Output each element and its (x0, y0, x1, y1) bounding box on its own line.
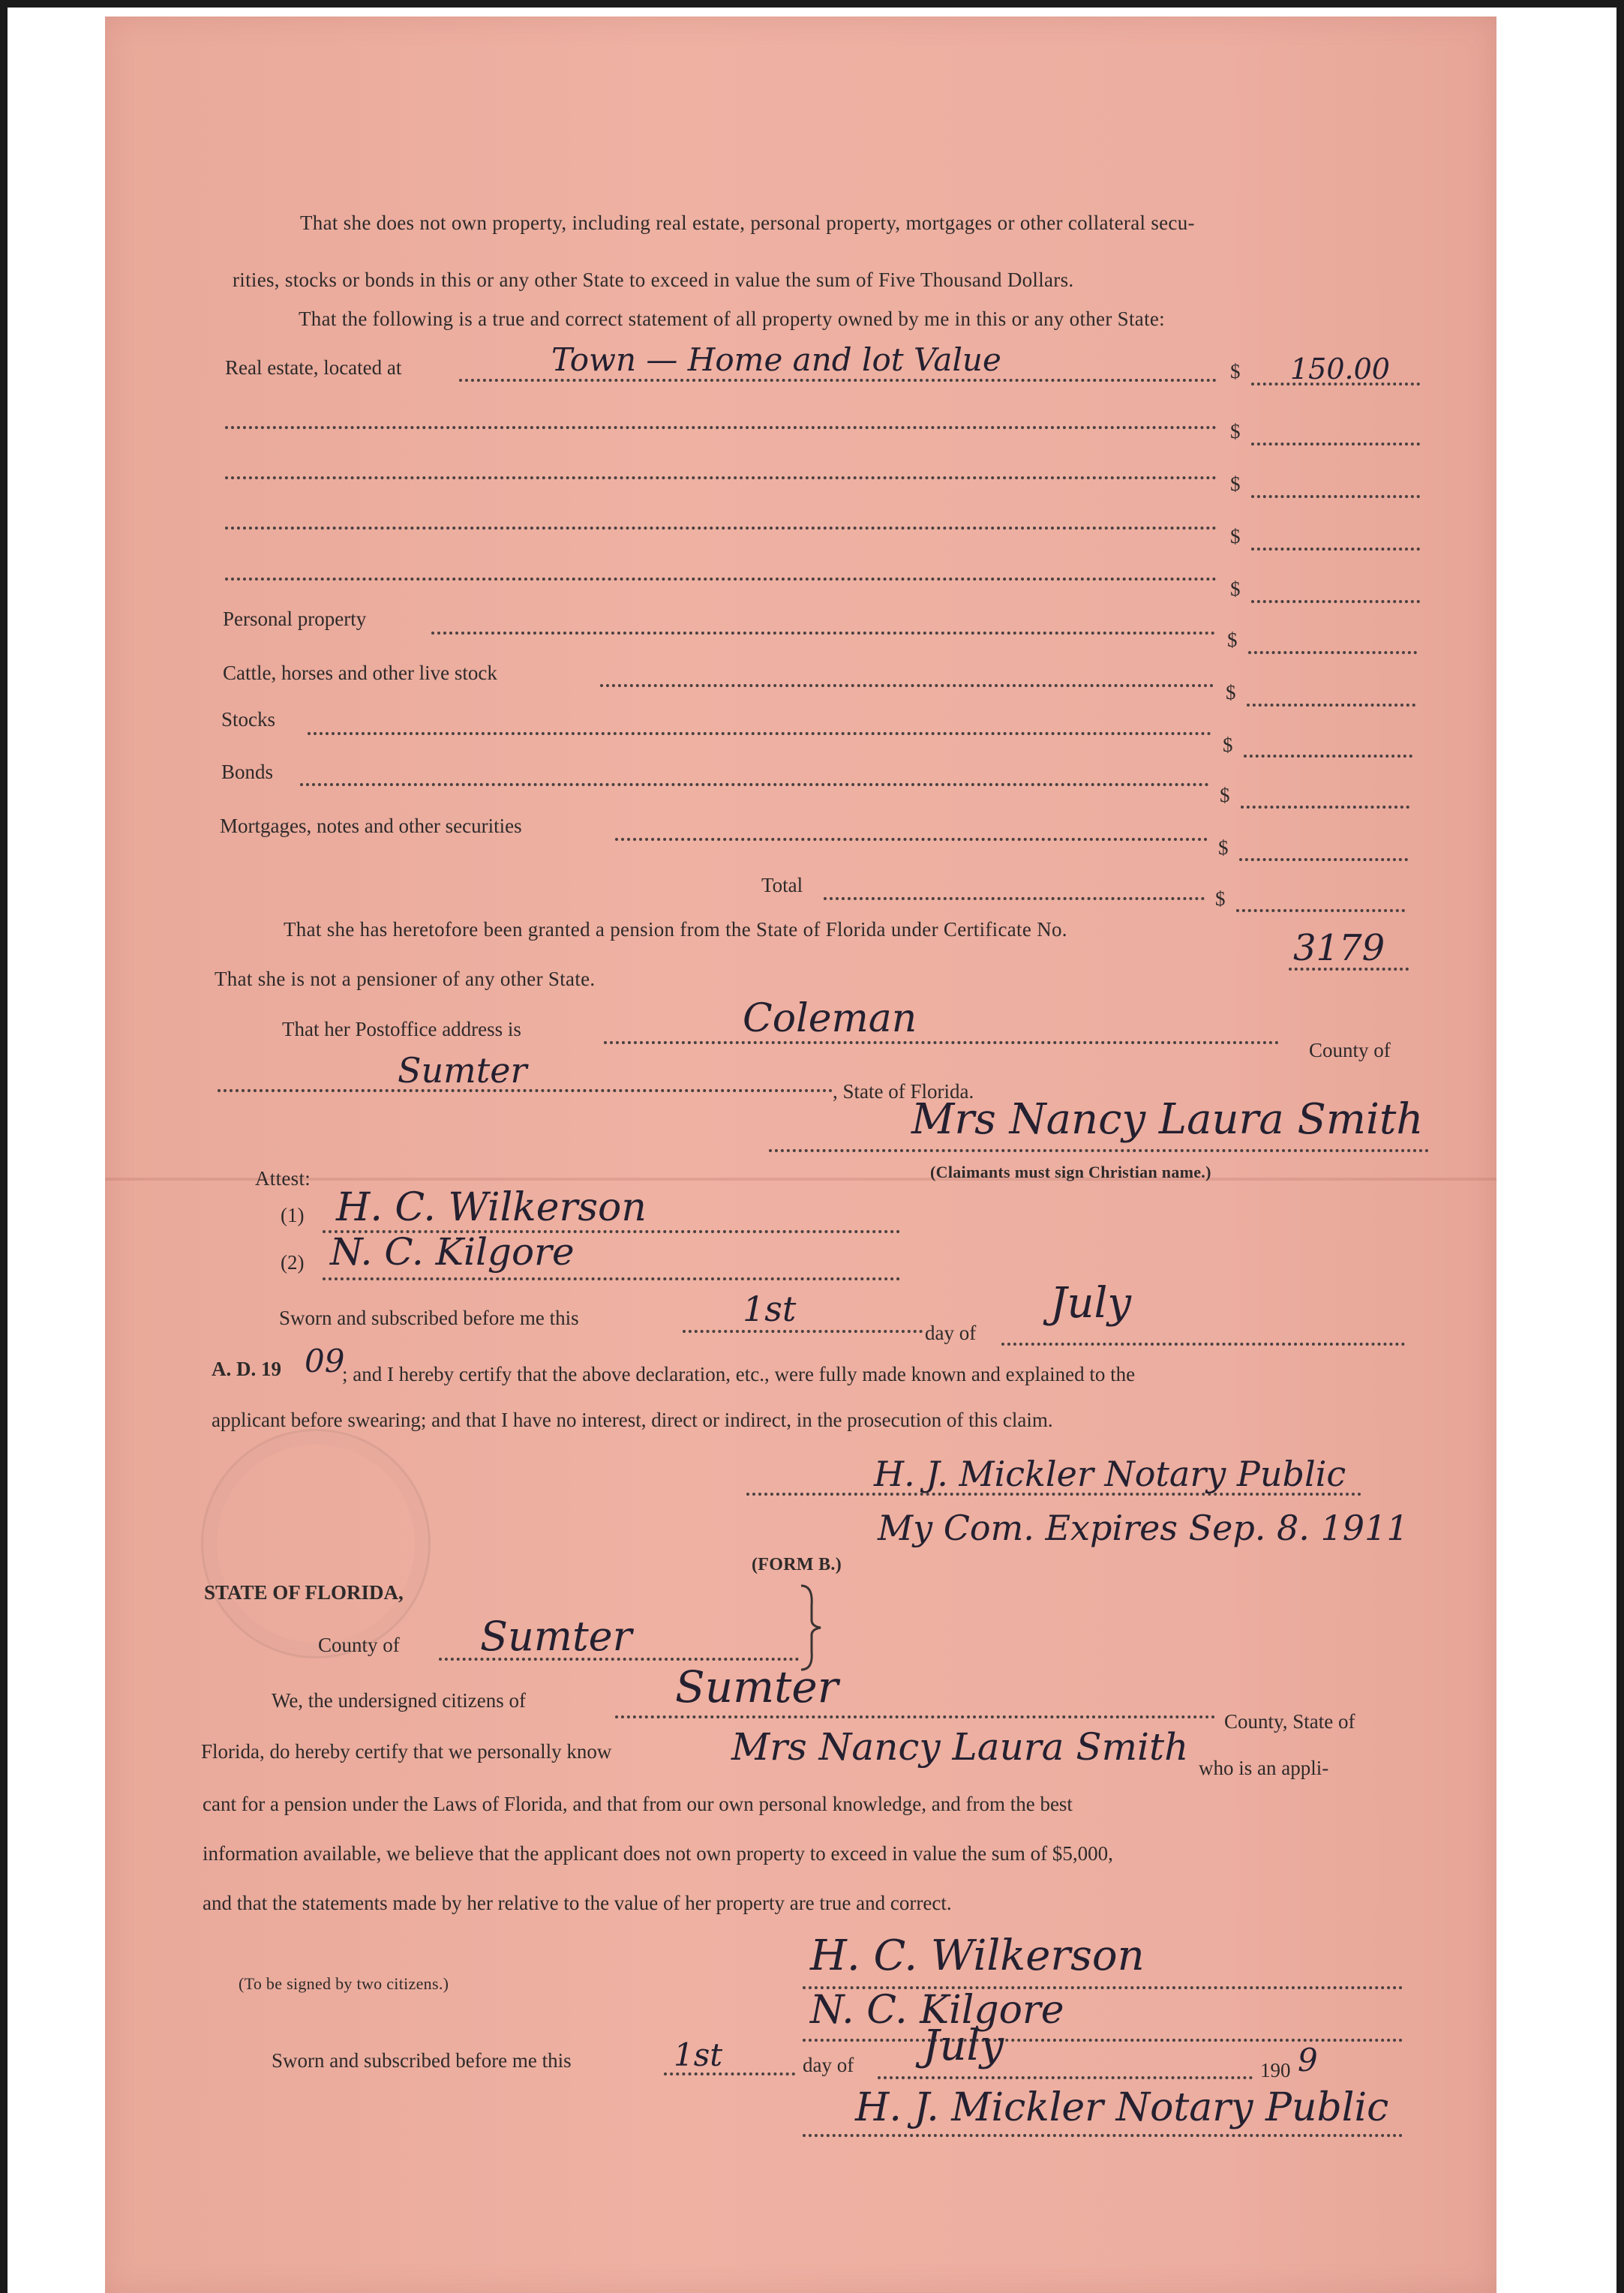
real-estate-amount: 150.00 (1290, 353, 1390, 386)
personal-property-dollar: $ (1227, 629, 1238, 651)
blank-row-2-dots (225, 476, 1217, 479)
real-estate-dots (459, 379, 1217, 382)
form-b-sworn-month: July (923, 2021, 1004, 2070)
para1-line2: rities, stocks or bonds in this or any other State to exceed in value the sum of Five Thousand Dollars. (233, 269, 1074, 291)
sworn-month: July (1050, 1279, 1132, 1328)
form-b-line2-end: who is an appli- (1199, 1757, 1329, 1779)
form-b-line2-start: Florida, do hereby certify that we personally know (201, 1740, 612, 1763)
blank-row-3-dollar: $ (1230, 525, 1241, 548)
form-b-day-of-label: day of (803, 2054, 854, 2076)
scan-border-left (0, 0, 8, 2293)
notary-commission: My Com. Expires Sep. 8. 1911 (878, 1508, 1409, 1548)
mortgages-dots (615, 838, 1208, 841)
sworn-month-dots (1001, 1343, 1405, 1346)
form-b-line3: cant for a pension under the Laws of Florida, and that from our own personal knowledge, and from the best (203, 1793, 1073, 1815)
county-value: Sumter (398, 1050, 527, 1091)
citizen1-signature: H. C. Wilkerson (810, 1931, 1145, 1980)
form-b-notary-dots (803, 2134, 1403, 2137)
personal-property-amount-dots (1248, 651, 1417, 654)
stocks-dots (308, 732, 1211, 735)
pension-line: That she has heretofore been granted a pension from the State of Florida under Certificate No. (284, 918, 1067, 941)
cattle-dollar: $ (1226, 681, 1236, 704)
mortgages-dollar: $ (1218, 836, 1229, 859)
form-b-signed-note: (To be signed by two citizens.) (239, 1974, 449, 1993)
witness1-number: (1) (281, 1204, 305, 1226)
postoffice-label: That her Postoffice address is (282, 1018, 521, 1040)
form-b-title: (FORM B.) (752, 1555, 842, 1574)
total-dots (824, 897, 1205, 900)
sworn-day-dots (683, 1330, 923, 1333)
sworn-label: Sworn and subscribed before me this (279, 1307, 579, 1329)
para2: That the following is a true and correct statement of all property owned by me in this or any other State: (299, 308, 1165, 330)
cattle-label: Cattle, horses and other live stock (223, 662, 497, 684)
ad-rest: ; and I hereby certify that the above declaration, etc., were fully made known and explained to the (342, 1363, 1136, 1385)
form-b-we-label: We, the undersigned citizens of (272, 1689, 526, 1712)
attest-label: Attest: (255, 1167, 311, 1190)
form-b-sworn-label: Sworn and subscribed before me this (272, 2049, 572, 2072)
bonds-amount-dots (1241, 806, 1409, 809)
real-estate-label: Real estate, located at (225, 356, 402, 379)
stocks-dollar: $ (1223, 734, 1233, 756)
bonds-dollar: $ (1220, 784, 1230, 806)
certificate-number: 3179 (1293, 927, 1385, 969)
form-b-year-value: 9 (1298, 2042, 1318, 2078)
total-amount-dots (1236, 909, 1405, 912)
form-b-county-label: County of (318, 1634, 400, 1656)
scan-border-right (1616, 0, 1624, 2293)
form-b-we-county: Sumter (675, 1661, 839, 1712)
paper-fold (105, 1178, 1496, 1181)
claimant-note: (Claimants must sign Christian name.) (930, 1163, 1211, 1181)
witness1-signature: H. C. Wilkerson (336, 1185, 647, 1230)
blank-row-3-dots (225, 527, 1217, 530)
blank-row-2-amount-dots (1251, 495, 1420, 498)
stocks-label: Stocks (221, 708, 276, 731)
mortgages-label: Mortgages, notes and other securities (220, 815, 522, 837)
personal-property-dots (431, 632, 1215, 635)
form-b-sworn-month-dots (878, 2076, 1253, 2079)
county-of-label: County of (1309, 1039, 1391, 1061)
form-b-year-label: 190 (1260, 2059, 1291, 2081)
form-b-county-value: Sumter (480, 1613, 632, 1660)
total-dollar: $ (1215, 887, 1226, 910)
witness2-dots (323, 1277, 900, 1280)
not-pensioner-line: That she is not a pensioner of any other State. (215, 968, 596, 990)
form-b-we-dots (615, 1715, 1215, 1718)
bonds-dots (300, 783, 1209, 786)
blank-row-3-amount-dots (1251, 548, 1420, 551)
sworn-day: 1st (743, 1289, 797, 1329)
form-b-sworn-day: 1st (674, 2036, 723, 2073)
real-estate-value: Town — Home and lot Value (551, 341, 1001, 378)
witness2-signature: N. C. Kilgore (330, 1230, 575, 1274)
postoffice-dots (604, 1041, 1279, 1044)
bonds-label: Bonds (221, 761, 274, 783)
form-b-line5: and that the statements made by her relative to the value of her property are true and correct. (203, 1892, 952, 1914)
claimant-signature-dots (769, 1149, 1429, 1152)
blank-row-1-dots (225, 426, 1217, 429)
postoffice-value: Coleman (743, 996, 917, 1041)
form-b-brace (797, 1583, 827, 1673)
state-of-florida: , State of Florida. (833, 1080, 974, 1103)
notary-signature: H. J. Mickler Notary Public (874, 1454, 1346, 1494)
blank-row-1-dollar: $ (1230, 420, 1241, 443)
scan-border-top (0, 0, 1624, 8)
citizen2-signature: N. C. Kilgore (810, 1988, 1064, 2033)
claimant-signature: Mrs Nancy Laura Smith (911, 1095, 1424, 1144)
blank-row-1-amount-dots (1251, 443, 1420, 446)
blank-row-4-dollar: $ (1230, 578, 1241, 600)
ad-year: 09 (305, 1343, 345, 1379)
blank-row-4-dots (225, 578, 1217, 581)
form-b-applicant-name: Mrs Nancy Laura Smith (731, 1725, 1189, 1769)
form-b-notary-signature: H. J. Mickler Notary Public (855, 2085, 1389, 2130)
form-b-line4: information available, we believe that the applicant does not own property to exceed in value the sum of $5,000, (203, 1842, 1113, 1865)
total-label: Total (761, 874, 803, 896)
para1-line1: That she does not own property, including real estate, personal property, mortgages or other collateral secu- (300, 212, 1195, 234)
form-b-state-heading: STATE OF FLORIDA, (204, 1581, 404, 1604)
day-of-label: day of (925, 1322, 977, 1344)
cattle-amount-dots (1247, 704, 1415, 707)
witness2-number: (2) (281, 1251, 305, 1274)
blank-row-2-dollar: $ (1230, 473, 1241, 495)
personal-property-label: Personal property (223, 608, 367, 630)
stocks-amount-dots (1244, 755, 1412, 758)
cattle-dots (600, 684, 1214, 687)
notary-seal-embossing (201, 1429, 431, 1658)
applicant-line: applicant before swearing; and that I have no interest, direct or indirect, in the prosecution of this claim. (212, 1409, 1053, 1431)
mortgages-amount-dots (1239, 858, 1408, 861)
ad-prefix: A. D. 19 (212, 1358, 281, 1380)
real-estate-dollar: $ (1230, 360, 1241, 383)
blank-row-4-amount-dots (1251, 600, 1420, 603)
form-b-county-state-of: County, State of (1224, 1710, 1355, 1733)
